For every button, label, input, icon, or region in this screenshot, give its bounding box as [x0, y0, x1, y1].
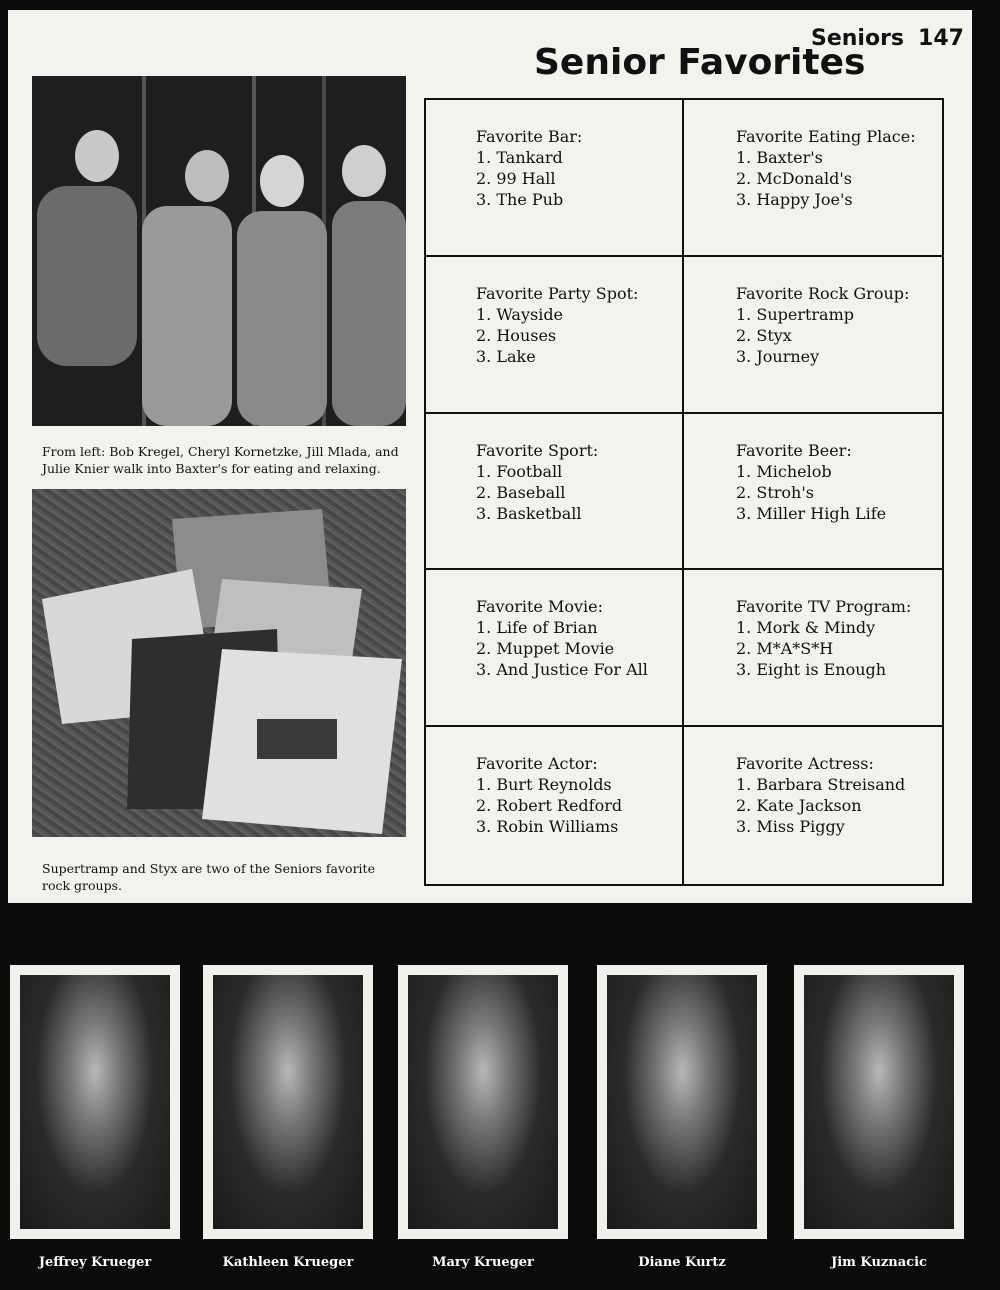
favorite-category: Favorite TV Program:	[736, 597, 912, 617]
students-photo	[32, 76, 406, 426]
favorite-category: Favorite Actor:	[476, 754, 598, 774]
favorite-category: Favorite Bar:	[476, 127, 583, 146]
favorite-item: 1. Supertramp	[736, 304, 855, 324]
favorites-cell	[426, 257, 684, 414]
portrait-strip	[0, 965, 1000, 1290]
favorite-category: Favorite Movie:	[476, 597, 604, 617]
favorite-item: 1. Life of Brian	[476, 618, 598, 638]
favorites-cell	[426, 414, 684, 571]
portrait-photo	[398, 965, 568, 1239]
favorite-item: 2. Stroh's	[736, 482, 814, 502]
portrait-photo	[794, 965, 964, 1239]
favorite-category: Favorite Rock Group:	[736, 283, 910, 303]
favorite-item: 1. Football	[476, 461, 563, 481]
students-photo-figures	[32, 76, 406, 426]
photo-caption: From left: Bob Kregel, Cheryl Kornetzke, Jill Mlada, and Julie Knier walk into Baxter's for eating and relaxing.	[42, 444, 399, 476]
portrait-name: Jeffrey Krueger	[38, 1255, 152, 1270]
favorite-item: 2. Styx	[736, 325, 792, 345]
favorites-cell	[684, 100, 942, 257]
favorites-table	[424, 98, 944, 886]
favorite-item: 1. Wayside	[476, 304, 564, 324]
favorite-item: 2. Houses	[476, 325, 557, 345]
favorite-item: 3. Robin Williams	[476, 817, 619, 837]
favorite-category: Favorite Sport:	[476, 440, 599, 460]
favorites-cell	[426, 570, 684, 727]
favorites-cell	[426, 727, 684, 884]
favorite-item: 1. Tankard	[476, 148, 563, 167]
favorite-item: 3. Lake	[476, 346, 536, 366]
favorite-item: 3. Miss Piggy	[736, 817, 845, 837]
favorite-item: 3. Journey	[736, 346, 820, 366]
favorite-item: 1. Barbara Streisand	[736, 775, 906, 795]
section-label: Seniors	[811, 26, 905, 51]
favorite-item: 1. Burt Reynolds	[476, 775, 612, 795]
favorite-item: 3. Happy Joe's	[736, 190, 853, 209]
portrait-name: Jim Kuznacic	[831, 1255, 927, 1270]
favorite-item: 2. 99 Hall	[476, 169, 556, 188]
favorite-item: 2. Muppet Movie	[476, 639, 615, 659]
portrait-photo	[597, 965, 767, 1239]
favorite-item: 2. Kate Jackson	[736, 796, 862, 816]
favorite-item: 2. Robert Redford	[476, 796, 623, 816]
page-title: Senior Favorites	[534, 42, 866, 83]
photo-caption: Supertramp and Styx are two of the Seniors favorite rock groups.	[42, 861, 375, 893]
favorite-category: Favorite Actress:	[736, 754, 874, 774]
album-covers-figures	[32, 489, 406, 837]
favorite-item: 2. M*A*S*H	[736, 639, 834, 659]
favorite-item: 3. Basketball	[476, 503, 582, 523]
favorite-item: 2. McDonald's	[736, 169, 852, 188]
page-number: 147	[918, 26, 964, 51]
favorites-cell	[684, 414, 942, 571]
favorite-item: 3. Miller High Life	[736, 503, 887, 523]
favorite-item: 3. And Justice For All	[476, 660, 648, 680]
favorite-item: 3. The Pub	[476, 190, 564, 209]
favorite-item: 1. Michelob	[736, 461, 832, 481]
portrait-name: Kathleen Krueger	[222, 1255, 354, 1270]
portrait-photo	[203, 965, 373, 1239]
portrait-name: Diane Kurtz	[638, 1255, 726, 1270]
favorites-cell	[684, 257, 942, 414]
favorite-item: 1. Baxter's	[736, 148, 823, 167]
portrait-photo	[10, 965, 180, 1239]
favorite-category: Favorite Beer:	[736, 440, 852, 460]
favorite-item: 2. Baseball	[476, 482, 566, 502]
portrait-name: Mary Krueger	[432, 1255, 534, 1270]
favorites-cell	[684, 570, 942, 727]
album-covers-photo	[32, 489, 406, 837]
favorites-cell	[684, 727, 942, 884]
favorite-category: Favorite Eating Place:	[736, 127, 916, 146]
favorites-cell	[426, 100, 684, 257]
favorite-item: 3. Eight is Enough	[736, 660, 887, 680]
favorite-item: 1. Mork & Mindy	[736, 618, 876, 638]
favorite-category: Favorite Party Spot:	[476, 283, 639, 303]
